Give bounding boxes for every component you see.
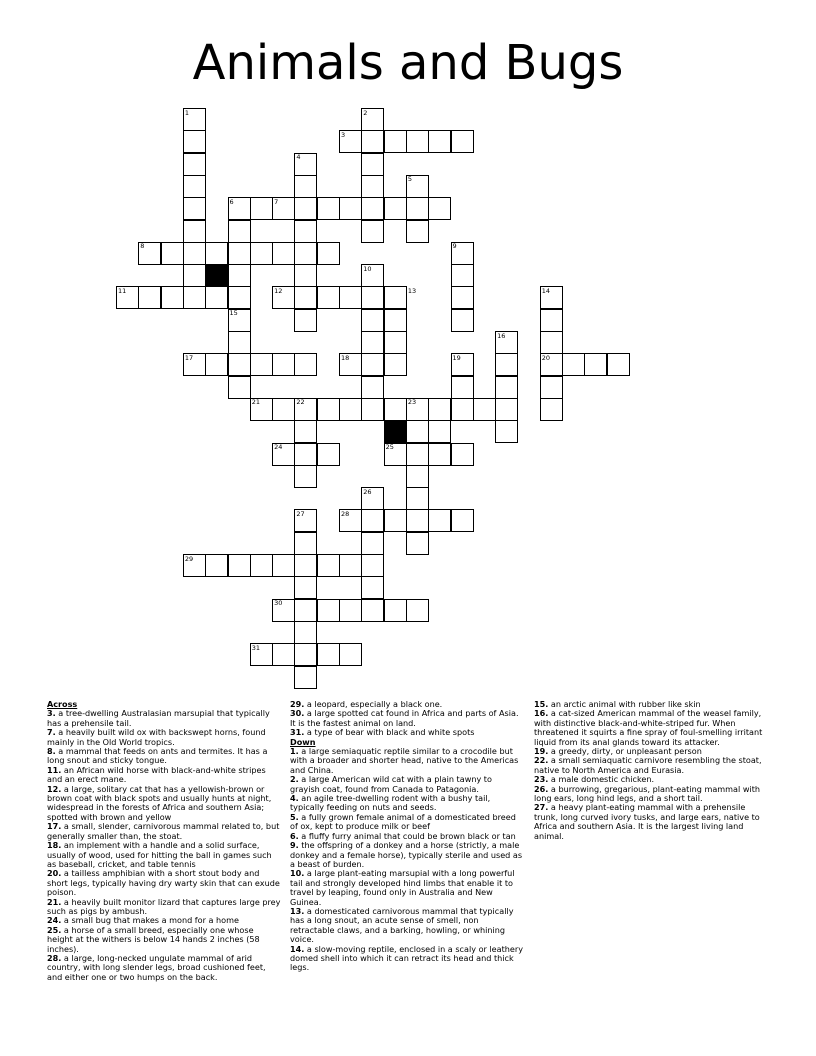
grid-cell[interactable] bbox=[339, 554, 362, 577]
grid-cell[interactable] bbox=[562, 353, 585, 376]
grid-cell[interactable] bbox=[361, 264, 384, 287]
grid-cell[interactable] bbox=[384, 197, 407, 220]
grid-cell[interactable] bbox=[228, 554, 251, 577]
across-clue bbox=[47, 766, 281, 785]
grid-cell[interactable] bbox=[540, 286, 563, 309]
grid-cell[interactable] bbox=[294, 353, 317, 376]
grid-cell[interactable] bbox=[250, 353, 273, 376]
grid-cell[interactable] bbox=[361, 398, 384, 421]
grid-cell[interactable] bbox=[384, 599, 407, 622]
clue-text: a leopard, especially a black one. bbox=[306, 699, 443, 709]
grid-cell[interactable] bbox=[294, 532, 317, 555]
clue-number-label: 17 bbox=[184, 353, 194, 362]
clues-column-1 bbox=[47, 700, 281, 982]
grid-cell[interactable] bbox=[406, 509, 429, 532]
clue-number: 23. bbox=[534, 774, 549, 785]
grid-cell[interactable] bbox=[272, 197, 295, 220]
grid-cell[interactable] bbox=[205, 554, 228, 577]
grid-cell[interactable] bbox=[250, 554, 273, 577]
grid-cell[interactable] bbox=[272, 554, 295, 577]
grid-cell[interactable] bbox=[317, 443, 340, 466]
grid-cell[interactable] bbox=[228, 309, 251, 332]
grid-cell[interactable] bbox=[294, 599, 317, 622]
clue-number-label: 28 bbox=[341, 509, 350, 518]
clue-text: a heavy plant-eating mammal with a prehensile trunk, long curved ivory tusks, and large ears, native to Africa and southern Asia. It is the largest living land animal. bbox=[534, 802, 760, 841]
grid-cell[interactable] bbox=[272, 643, 295, 666]
grid-cell[interactable] bbox=[205, 353, 228, 376]
grid-cell[interactable] bbox=[451, 509, 474, 532]
grid-cell[interactable] bbox=[451, 398, 474, 421]
grid-cell[interactable] bbox=[205, 286, 228, 309]
clue-number-label: 14 bbox=[541, 286, 550, 295]
grid-cell[interactable] bbox=[317, 197, 340, 220]
grid-cell[interactable] bbox=[406, 599, 429, 622]
grid-cell[interactable] bbox=[317, 599, 340, 622]
clue-number: 11. bbox=[47, 764, 62, 775]
grid-cell[interactable] bbox=[294, 643, 317, 666]
clue-number-label: 1 bbox=[184, 108, 190, 117]
across-clue bbox=[290, 709, 524, 728]
grid-cell[interactable] bbox=[540, 331, 563, 354]
grid-cell[interactable] bbox=[294, 220, 317, 243]
clue-number-label: 10 bbox=[363, 264, 372, 273]
grid-cell[interactable] bbox=[228, 353, 251, 376]
clue-number-label: 5 bbox=[407, 175, 413, 184]
clue-number: 7. bbox=[47, 727, 56, 738]
grid-cell[interactable] bbox=[451, 443, 474, 466]
grid-cell[interactable] bbox=[228, 197, 251, 220]
clue-number: 1. bbox=[290, 746, 299, 757]
clue-text: a mammal that feeds on ants and termites. It has a long snout and sticky tongue. bbox=[47, 746, 268, 766]
across-clue bbox=[47, 898, 281, 917]
clue-number-label: 11 bbox=[118, 286, 127, 295]
clue-number-label: 2 bbox=[363, 108, 368, 117]
grid-cell[interactable] bbox=[540, 376, 563, 399]
clue-number: 14. bbox=[290, 943, 305, 954]
grid-cell[interactable] bbox=[272, 443, 295, 466]
clue-number: 26. bbox=[534, 783, 549, 794]
clue-number-label: 26 bbox=[363, 487, 372, 496]
clue-number: 2. bbox=[290, 774, 299, 785]
grid-cell[interactable] bbox=[250, 197, 273, 220]
grid-cell[interactable] bbox=[495, 353, 518, 376]
clue-number-label: 6 bbox=[229, 197, 234, 206]
grid-cell[interactable] bbox=[406, 130, 429, 153]
grid-cell[interactable] bbox=[183, 220, 206, 243]
grid-cell[interactable] bbox=[540, 353, 563, 376]
grid-cell[interactable] bbox=[294, 264, 317, 287]
grid-cell[interactable] bbox=[250, 643, 273, 666]
clue-text: a type of bear with black and white spots bbox=[306, 727, 475, 738]
grid-cell[interactable] bbox=[495, 420, 518, 443]
clue-number: 29. bbox=[290, 699, 305, 709]
grid-cell[interactable] bbox=[406, 220, 429, 243]
clue-number: 18. bbox=[47, 840, 62, 851]
grid-cell[interactable] bbox=[361, 197, 384, 220]
across-clue bbox=[47, 822, 281, 841]
across-clue bbox=[47, 709, 281, 728]
clue-text: a heavily built monitor lizard that captures large prey such as pigs by ambush. bbox=[47, 896, 281, 916]
grid-cell[interactable] bbox=[406, 465, 429, 488]
grid-cell[interactable] bbox=[250, 242, 273, 265]
clue-number-label: 4 bbox=[296, 153, 301, 162]
clue-number-label: 7 bbox=[274, 197, 279, 206]
grid-cell[interactable] bbox=[183, 130, 206, 153]
clue-number: 27. bbox=[534, 802, 549, 813]
grid-cell[interactable] bbox=[495, 331, 518, 354]
clue-text: a small semiaquatic carnivore resembling the stoat, native to North America and Eurasia. bbox=[534, 755, 762, 775]
grid-cell[interactable] bbox=[406, 197, 429, 220]
grid-cell[interactable] bbox=[228, 242, 251, 265]
grid-cell[interactable] bbox=[138, 286, 161, 309]
clue-number-label: 24 bbox=[274, 443, 283, 451]
grid-cell[interactable] bbox=[228, 376, 251, 399]
grid-cell[interactable] bbox=[183, 153, 206, 176]
grid-cell[interactable] bbox=[428, 509, 451, 532]
grid-cell[interactable] bbox=[451, 264, 474, 287]
clue-number: 12. bbox=[47, 783, 62, 794]
across-clue bbox=[47, 926, 281, 954]
grid-cell[interactable] bbox=[361, 130, 384, 153]
grid-cell[interactable] bbox=[339, 599, 362, 622]
grid-cell[interactable] bbox=[361, 353, 384, 376]
grid-cell[interactable] bbox=[428, 197, 451, 220]
grid-block bbox=[384, 420, 407, 443]
down-clue bbox=[290, 841, 524, 869]
clue-number-label: 19 bbox=[452, 353, 461, 362]
grid-cell[interactable] bbox=[250, 398, 273, 421]
grid-cell[interactable] bbox=[540, 309, 563, 332]
clue-number: 24. bbox=[47, 915, 62, 926]
clue-number-label: 16 bbox=[497, 331, 506, 340]
clue-number: 3. bbox=[47, 708, 56, 719]
across-clue bbox=[47, 841, 281, 869]
grid-cell[interactable] bbox=[473, 398, 496, 421]
grid-cell[interactable] bbox=[339, 353, 362, 376]
grid-cell[interactable] bbox=[584, 353, 607, 376]
clue-number-label: 22 bbox=[296, 398, 305, 407]
grid-cell[interactable] bbox=[451, 286, 474, 309]
grid-cell[interactable] bbox=[607, 353, 630, 376]
grid-cell[interactable] bbox=[294, 465, 317, 488]
clue-text: a large plant-eating marsupial with a long powerful tail and strongly developed hind limbs that enable it to travel by leaping, found only in Australia and New Guinea. bbox=[290, 868, 515, 907]
grid-cell[interactable] bbox=[294, 175, 317, 198]
grid-cell[interactable] bbox=[228, 264, 251, 287]
clue-text: a tree-dwelling Australasian marsupial that typically has a prehensile tail. bbox=[47, 708, 270, 728]
grid-cell[interactable] bbox=[384, 398, 407, 421]
grid-cell[interactable] bbox=[384, 286, 407, 309]
clue-text: a burrowing, gregarious, plant-eating mammal with long ears, long hind legs, and a short tail. bbox=[534, 783, 761, 804]
clue-number-label: 23 bbox=[407, 398, 417, 407]
clue-number: 28. bbox=[47, 952, 62, 963]
grid-cell[interactable] bbox=[294, 443, 317, 466]
clue-number: 5. bbox=[290, 811, 299, 822]
grid-cell[interactable] bbox=[339, 130, 362, 153]
grid-cell[interactable] bbox=[384, 130, 407, 153]
grid-cell[interactable] bbox=[361, 175, 384, 198]
grid-cell[interactable] bbox=[183, 554, 206, 577]
grid-cell[interactable] bbox=[339, 509, 362, 532]
grid-cell[interactable] bbox=[428, 398, 451, 421]
down-clue bbox=[290, 794, 524, 813]
clue-number: 22. bbox=[534, 755, 549, 766]
clue-text: a large semiaquatic reptile similar to a crocodile but with a broader and shorter head, native to the Americas and China. bbox=[290, 746, 519, 775]
clue-number: 6. bbox=[290, 830, 299, 841]
grid-cell[interactable] bbox=[228, 286, 251, 309]
clue-text: a small, slender, carnivorous mammal related to, but generally smaller than, the stoat. bbox=[47, 821, 280, 841]
across-header: Across bbox=[47, 699, 78, 709]
grid-cell[interactable] bbox=[272, 353, 295, 376]
clue-number-label: 29 bbox=[184, 554, 194, 563]
grid-cell[interactable] bbox=[361, 576, 384, 599]
grid-cell[interactable] bbox=[228, 331, 251, 354]
clue-number: 19. bbox=[534, 746, 549, 757]
clue-number-label: 21 bbox=[251, 398, 261, 407]
across-clue bbox=[47, 728, 281, 747]
grid-cell[interactable] bbox=[183, 108, 206, 131]
grid-cell[interactable] bbox=[428, 443, 451, 466]
clue-text: an implement with a handle and a solid surface, usually of wood, used for hitting the ball in games such as baseball, cricket, and table tennis bbox=[47, 840, 272, 869]
grid-cell[interactable] bbox=[361, 153, 384, 176]
grid-cell[interactable] bbox=[294, 554, 317, 577]
grid-cell[interactable] bbox=[228, 220, 251, 243]
grid-cell[interactable] bbox=[384, 353, 407, 376]
grid-cell[interactable] bbox=[384, 509, 407, 532]
grid-cell[interactable] bbox=[317, 554, 340, 577]
grid-cell[interactable] bbox=[272, 286, 295, 309]
clue-number-label: 25 bbox=[385, 443, 394, 451]
grid-cell[interactable] bbox=[339, 286, 362, 309]
grid-cell[interactable] bbox=[339, 643, 362, 666]
clue-number: 20. bbox=[47, 868, 62, 879]
clue-number: 9. bbox=[290, 840, 299, 851]
grid-cell[interactable] bbox=[361, 532, 384, 555]
grid-cell[interactable] bbox=[294, 666, 317, 689]
grid-cell[interactable] bbox=[294, 286, 317, 309]
grid-cell[interactable] bbox=[161, 242, 184, 265]
grid-cell[interactable] bbox=[183, 197, 206, 220]
grid-cell[interactable] bbox=[294, 242, 317, 265]
grid-cell[interactable] bbox=[451, 376, 474, 399]
grid-block bbox=[205, 264, 228, 287]
clue-number-label: 9 bbox=[452, 242, 457, 251]
clue-number-label: 3 bbox=[341, 130, 346, 139]
grid-cell[interactable] bbox=[183, 175, 206, 198]
clue-text: a tailless amphibian with a short stout body and short legs, typically having dry warty skin that can exude poison. bbox=[47, 868, 280, 898]
clue-text: a large spotted cat found in Africa and parts of Asia. It is the fastest animal on land. bbox=[290, 708, 519, 728]
clue-number-label: 15 bbox=[229, 309, 238, 318]
clue-number: 30. bbox=[290, 708, 305, 719]
clue-number-label: 30 bbox=[274, 599, 283, 608]
clue-text: a fluffy furry animal that could be brown black or tan bbox=[301, 830, 516, 841]
grid-cell[interactable] bbox=[428, 420, 451, 443]
clue-number: 15. bbox=[534, 699, 549, 709]
grid-cell[interactable] bbox=[451, 130, 474, 153]
grid-cell[interactable] bbox=[294, 576, 317, 599]
clues-column-3 bbox=[534, 700, 768, 841]
grid-cell[interactable] bbox=[183, 353, 206, 376]
clue-number-label: 8 bbox=[140, 242, 145, 251]
clue-number: 25. bbox=[47, 924, 62, 935]
grid-cell[interactable] bbox=[384, 331, 407, 354]
grid-cell[interactable] bbox=[294, 153, 317, 176]
down-clue bbox=[290, 775, 524, 794]
across-clue bbox=[47, 747, 281, 766]
down-clue bbox=[290, 945, 524, 973]
clue-text: an agile tree-dwelling rodent with a bushy tail, typically feeding on nuts and seeds. bbox=[290, 793, 491, 813]
down-clue bbox=[534, 803, 768, 841]
clue-text: a horse of a small breed, especially one whose height at the withers is below 14 hands 2 inches (58 inches). bbox=[47, 924, 260, 954]
clue-text: a domesticated carnivorous mammal that typically has a long snout, an acute sense of smell, non retractable claws, and a barking, howling, or whining voice. bbox=[290, 905, 514, 945]
grid-cell[interactable] bbox=[339, 197, 362, 220]
grid-cell[interactable] bbox=[361, 108, 384, 131]
across-clue bbox=[290, 728, 524, 737]
clue-text: a heavily built wild ox with backswept horns, found mainly in the Old World tropics. bbox=[47, 727, 266, 747]
clue-number: 8. bbox=[47, 746, 56, 757]
grid-cell[interactable] bbox=[495, 398, 518, 421]
across-clue bbox=[47, 954, 281, 982]
across-clue bbox=[47, 869, 281, 897]
grid-cell[interactable] bbox=[317, 286, 340, 309]
grid-cell[interactable] bbox=[361, 331, 384, 354]
grid-cell[interactable] bbox=[294, 420, 317, 443]
grid-cell[interactable] bbox=[272, 599, 295, 622]
grid-cell[interactable] bbox=[294, 197, 317, 220]
grid-cell[interactable] bbox=[406, 443, 429, 466]
down-clue bbox=[534, 709, 768, 747]
clue-number: 13. bbox=[290, 905, 305, 916]
clue-text: a male domestic chicken. bbox=[550, 774, 655, 785]
grid-cell[interactable] bbox=[361, 376, 384, 399]
grid-cell[interactable] bbox=[361, 487, 384, 510]
grid-cell[interactable] bbox=[428, 130, 451, 153]
clue-text: a slow-moving reptile, enclosed in a scaly or leathery domed shell into which it can retract its head and thick legs. bbox=[290, 943, 524, 973]
grid-cell[interactable] bbox=[384, 443, 407, 466]
grid-cell[interactable] bbox=[451, 242, 474, 265]
grid-cell[interactable] bbox=[406, 532, 429, 555]
clue-number: 17. bbox=[47, 821, 62, 832]
grid-cell[interactable] bbox=[183, 264, 206, 287]
down-clue bbox=[290, 813, 524, 832]
clue-text: the offspring of a donkey and a horse (strictly, a male donkey and a female horse), typically sterile and used as a beast of burden. bbox=[290, 840, 523, 869]
clue-text: a greedy, dirty, or unpleasant person bbox=[550, 746, 702, 757]
grid-cell[interactable] bbox=[361, 554, 384, 577]
grid-cell[interactable] bbox=[361, 286, 384, 309]
grid-cell[interactable] bbox=[406, 398, 429, 421]
clue-text: a cat-sized American mammal of the weasel family, with distinctive black-and-white-striped fur. When threatened it squirts a fine spray of foul-smelling irritant liquid from its anal glands toward its attacker. bbox=[534, 708, 763, 747]
grid-cell[interactable] bbox=[294, 309, 317, 332]
clue-number: 16. bbox=[534, 708, 549, 719]
clue-text: an African wild horse with black-and-white stripes and an erect mane. bbox=[47, 764, 266, 785]
grid-cell[interactable] bbox=[294, 398, 317, 421]
grid-cell[interactable] bbox=[451, 353, 474, 376]
grid-cell[interactable] bbox=[161, 286, 184, 309]
grid-cell[interactable] bbox=[116, 286, 139, 309]
clue-number-label: 13 bbox=[407, 286, 417, 295]
clues-column-2 bbox=[290, 700, 524, 973]
clue-number-label: 31 bbox=[251, 643, 261, 652]
down-clue bbox=[534, 785, 768, 804]
grid-cell[interactable] bbox=[361, 220, 384, 243]
grid-cell[interactable] bbox=[406, 175, 429, 198]
grid-cell[interactable] bbox=[406, 487, 429, 510]
clue-text: a large, long-necked ungulate mammal of arid country, with long slender legs, broad cushioned feet, and either one or two humps on the back. bbox=[47, 952, 266, 982]
grid-cell[interactable] bbox=[294, 621, 317, 644]
clue-number-label: 12 bbox=[274, 286, 283, 295]
grid-cell[interactable] bbox=[183, 286, 206, 309]
grid-cell[interactable] bbox=[317, 643, 340, 666]
grid-cell[interactable] bbox=[294, 509, 317, 532]
clue-number: 4. bbox=[290, 793, 299, 804]
grid-cell[interactable] bbox=[361, 599, 384, 622]
down-clue bbox=[290, 907, 524, 945]
clue-text: a large American wild cat with a plain tawny to grayish coat, found from Canada to Patagonia. bbox=[290, 774, 492, 794]
grid-cell[interactable] bbox=[361, 509, 384, 532]
clue-number-label: 20 bbox=[541, 353, 550, 362]
grid-cell[interactable] bbox=[272, 242, 295, 265]
down-clue bbox=[290, 869, 524, 907]
grid-cell[interactable] bbox=[406, 420, 429, 443]
clue-text: a large, solitary cat that has a yellowish-brown or brown coat with black spots and usually hunts at night, widespread in the forests of Africa and southern Asia; spotted with brown and yellow bbox=[47, 783, 272, 822]
grid-cell[interactable] bbox=[183, 242, 206, 265]
clue-number-label: 18 bbox=[341, 353, 350, 362]
clue-text: a fully grown female animal of a domesticated breed of ox, kept to produce milk or beef bbox=[290, 811, 516, 832]
clue-number: 21. bbox=[47, 896, 62, 907]
grid-cell[interactable] bbox=[205, 242, 228, 265]
grid-cell[interactable] bbox=[138, 242, 161, 265]
clue-number-label: 27 bbox=[296, 509, 305, 518]
grid-cell[interactable] bbox=[317, 398, 340, 421]
grid-cell[interactable] bbox=[540, 398, 563, 421]
puzzle-title: Animals and Bugs bbox=[192, 35, 624, 91]
grid-cell[interactable] bbox=[384, 309, 407, 332]
down-clue bbox=[290, 747, 524, 775]
grid-cell[interactable] bbox=[361, 309, 384, 332]
clue-text: a small bug that makes a mond for a home bbox=[63, 915, 239, 926]
across-clue bbox=[47, 785, 281, 823]
clue-number: 31. bbox=[290, 727, 305, 738]
clue-number: 10. bbox=[290, 868, 305, 879]
grid-cell[interactable] bbox=[272, 398, 295, 421]
grid-cell[interactable] bbox=[451, 309, 474, 332]
down-header: Down bbox=[290, 736, 316, 747]
grid-cell[interactable] bbox=[317, 242, 340, 265]
down-clue bbox=[534, 756, 768, 775]
grid-cell[interactable] bbox=[495, 376, 518, 399]
grid-cell[interactable] bbox=[339, 398, 362, 421]
clue-text: an arctic animal with rubber like skin bbox=[550, 699, 701, 709]
